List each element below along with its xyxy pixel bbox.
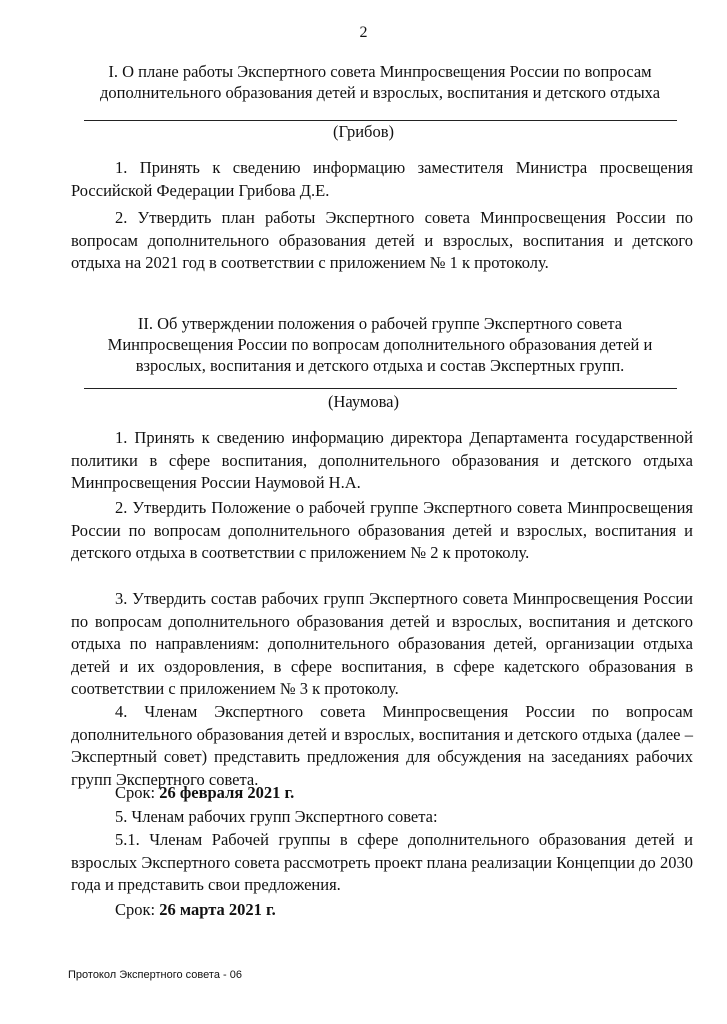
deadline-1-label: Срок:	[115, 783, 156, 802]
section-1-heading	[60, 61, 700, 103]
section-2-heading-line-2: Минпросвещения России по вопросам дополнительного образования детей и	[107, 335, 653, 354]
section-2-divider	[84, 388, 677, 389]
footer-note: Протокол Экспертного совета - 06	[68, 969, 242, 981]
deadline-1-value: 26 февраля 2021 г.	[159, 783, 295, 802]
deadline-1	[71, 782, 693, 805]
page-number: 2	[359, 24, 368, 41]
section-2-item-5-1: 5.1. Членам Рабочей группы в сфере дополнительного образования детей и взрослых Экспертного совета рассмотреть проект плана реализации Концепции до 2030 года и представить свои предложения.	[71, 830, 693, 894]
section-1-speaker: (Грибов)	[332, 122, 394, 141]
deadline-2	[71, 899, 693, 922]
section-1-heading-line-2: дополнительного образования детей и взрослых, воспитания и детского отдыха	[99, 83, 661, 102]
deadline-2-label: Срок:	[115, 900, 156, 919]
section-2-item-2: 2. Утвердить Положение о рабочей группе Экспертного совета Минпросвещения России по вопросам дополнительного образования детей и взрослых, воспитания и детского отдыха в соответствии с приложением № 2 к протоколу.	[71, 498, 693, 562]
deadline-2-value: 26 марта 2021 г.	[159, 900, 276, 919]
section-1-item-1: 1. Принять к сведению информацию заместителя Министра просвещения Российской Федерации Грибова Д.Е.	[71, 158, 693, 200]
section-2-heading-line-3: взрослых, воспитания и детского отдыха и состав Экспертных групп.	[135, 356, 625, 375]
section-2-item-1: 1. Принять к сведению информацию директора Департамента государственной политики в сфере воспитания, дополнительного образования и детского отдыха Минпросвещения России Наумовой Н.А.	[71, 428, 693, 492]
section-1-divider	[84, 120, 677, 121]
section-2-item-5: 5. Членам рабочих групп Экспертного совета:	[115, 807, 438, 826]
section-1-item-2: 2. Утвердить план работы Экспертного совета Минпросвещения России по вопросам дополнительного образования детей и взрослых, воспитания и детского отдыха на 2021 год в соответствии с приложением № 1 к протоколу.	[71, 208, 693, 272]
section-2-heading-line-1: II. Об утверждении положения о рабочей группе Экспертного совета	[137, 314, 623, 333]
section-1-heading-line-1: I. О плане работы Экспертного совета Минпросвещения России по вопросам	[108, 62, 652, 81]
section-2-speaker: (Наумова)	[327, 392, 399, 411]
section-2-item-4: 4. Членам Экспертного совета Минпросвещения России по вопросам дополнительного образования детей и взрослых, воспитания и детского отдыха (далее – Экспертный совет) представить предложения для обсуждения на заседаниях рабочих групп Экспертного совета.	[71, 702, 693, 789]
section-2-item-3: 3. Утвердить состав рабочих групп Экспертного совета Минпросвещения России по вопросам дополнительного образования детей и взрослых, воспитания и детского отдыха по направлениям: дополнительного образования детей, организации отдыха детей и их оздоровления, в сфере воспитания, в сфере кадетского образования в соответствии с приложением № 3 к протоколу.	[71, 589, 693, 698]
section-2-heading	[60, 313, 700, 376]
